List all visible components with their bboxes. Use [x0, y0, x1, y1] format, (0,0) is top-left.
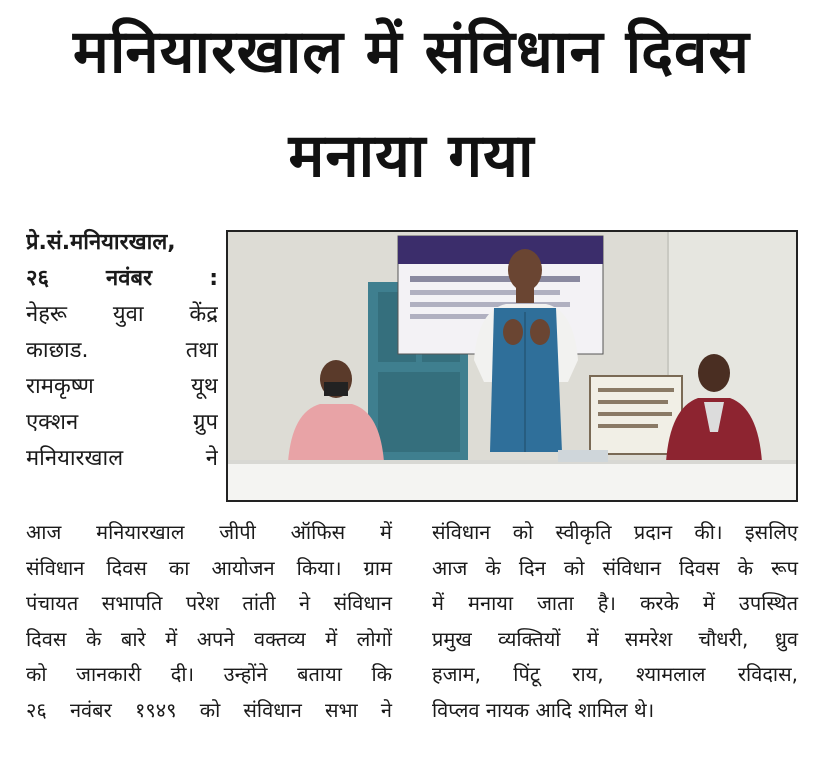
body-line: आज मनियारखाल जीपी ऑफिस में — [26, 520, 392, 544]
intro-line: रामकृष्ण यूथ — [26, 374, 218, 399]
body-line: में मनाया जाता है। करके में उपस्थित — [432, 591, 798, 615]
intro-line: एक्शन ग्रुप — [26, 410, 218, 435]
event-photo — [226, 230, 798, 502]
intro-line: काछाड. तथा — [26, 338, 218, 363]
body-line: संविधान को स्वीकृति प्रदान की। इसलिए — [432, 520, 798, 544]
body-line: संविधान दिवस का आयोजन किया। ग्राम — [26, 555, 392, 580]
body-column-2 — [432, 515, 798, 728]
body-line: को जानकारी दी। उन्होंने बताया कि — [26, 662, 392, 686]
body-line: आज के दिन को संविधान दिवस के रूप — [432, 555, 798, 580]
body-line: पंचायत सभापति परेश तांती ने संविधान — [26, 591, 392, 615]
intro-block — [26, 225, 218, 477]
body-line: प्रमुख व्यक्तियों में समरेश चौधरी, ध्रुव — [432, 626, 798, 651]
body-line: २६ नवंबर १९४९ को संविधान सभा ने — [26, 697, 392, 722]
body-line: दिवस के बारे में अपने वक्तव्य में लोगों — [26, 626, 392, 651]
intro-line: मनियारखाल ने — [26, 446, 218, 471]
body-line: हजाम, पिंटू राय, श्यामलाल रविदास, — [432, 662, 798, 686]
body-column-1 — [26, 515, 392, 728]
dateline-place: प्रे.सं.मनियारखाल, — [26, 230, 176, 255]
dateline-date: २६ नवंबर : — [26, 266, 218, 291]
headline-line-2: मनाया गया — [288, 121, 535, 191]
body-line: विप्लव नायक आदि शामिल थे। — [432, 697, 655, 722]
event-photo-illustration — [228, 232, 796, 500]
headline-line-1: मनियारखाल में संविधान दिवस — [73, 17, 750, 87]
intro-line: नेहरू युवा केंद्र — [26, 302, 218, 327]
